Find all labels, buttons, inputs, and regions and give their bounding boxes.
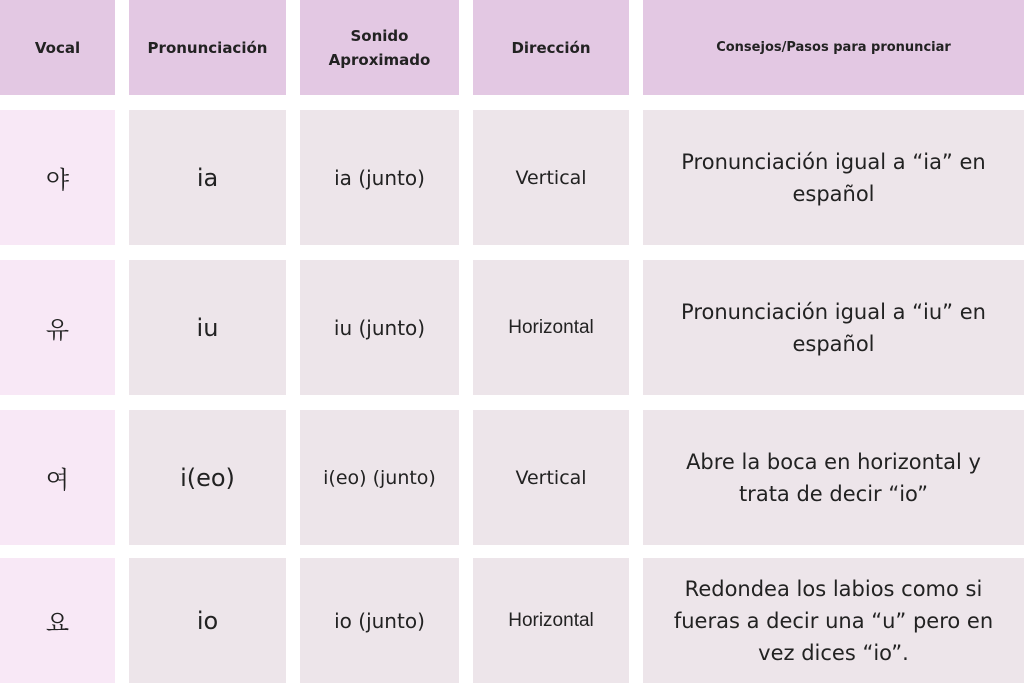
header-pronunciacion: Pronunciación xyxy=(129,0,286,95)
header-vocal: Vocal xyxy=(0,0,115,95)
header-direccion: Dirección xyxy=(473,0,629,95)
row-2-consejo: Pronunciación igual a “iu” en español xyxy=(643,260,1024,395)
row-2-pronunciacion: iu xyxy=(129,260,286,395)
row-4-sonido: io (junto) xyxy=(300,558,459,683)
row-1-sonido: ia (junto) xyxy=(300,110,459,245)
row-4-consejo: Redondea los labios como si fueras a decir una “u” pero en vez dices “io”. xyxy=(643,558,1024,683)
row-3-consejo: Abre la boca en horizontal y trata de decir “io” xyxy=(643,410,1024,545)
row-2-sonido: iu (junto) xyxy=(300,260,459,395)
row-2-vocal: 유 xyxy=(0,260,115,395)
row-4-pronunciacion: io xyxy=(129,558,286,683)
row-3-direccion: Vertical xyxy=(473,410,629,545)
header-sonido: Sonido Aproximado xyxy=(300,0,459,95)
row-2-direccion: Horizontal xyxy=(473,260,629,395)
row-4-vocal: 요 xyxy=(0,558,115,683)
row-1-pronunciacion: ia xyxy=(129,110,286,245)
row-1-consejo: Pronunciación igual a “ia” en español xyxy=(643,110,1024,245)
row-4-direccion: Horizontal xyxy=(473,558,629,683)
row-1-vocal: 야 xyxy=(0,110,115,245)
row-3-pronunciacion: i(eo) xyxy=(129,410,286,545)
row-1-direccion: Vertical xyxy=(473,110,629,245)
row-3-vocal: 여 xyxy=(0,410,115,545)
row-3-sonido: i(eo) (junto) xyxy=(300,410,459,545)
header-consejos: Consejos/Pasos para pronunciar xyxy=(643,0,1024,95)
